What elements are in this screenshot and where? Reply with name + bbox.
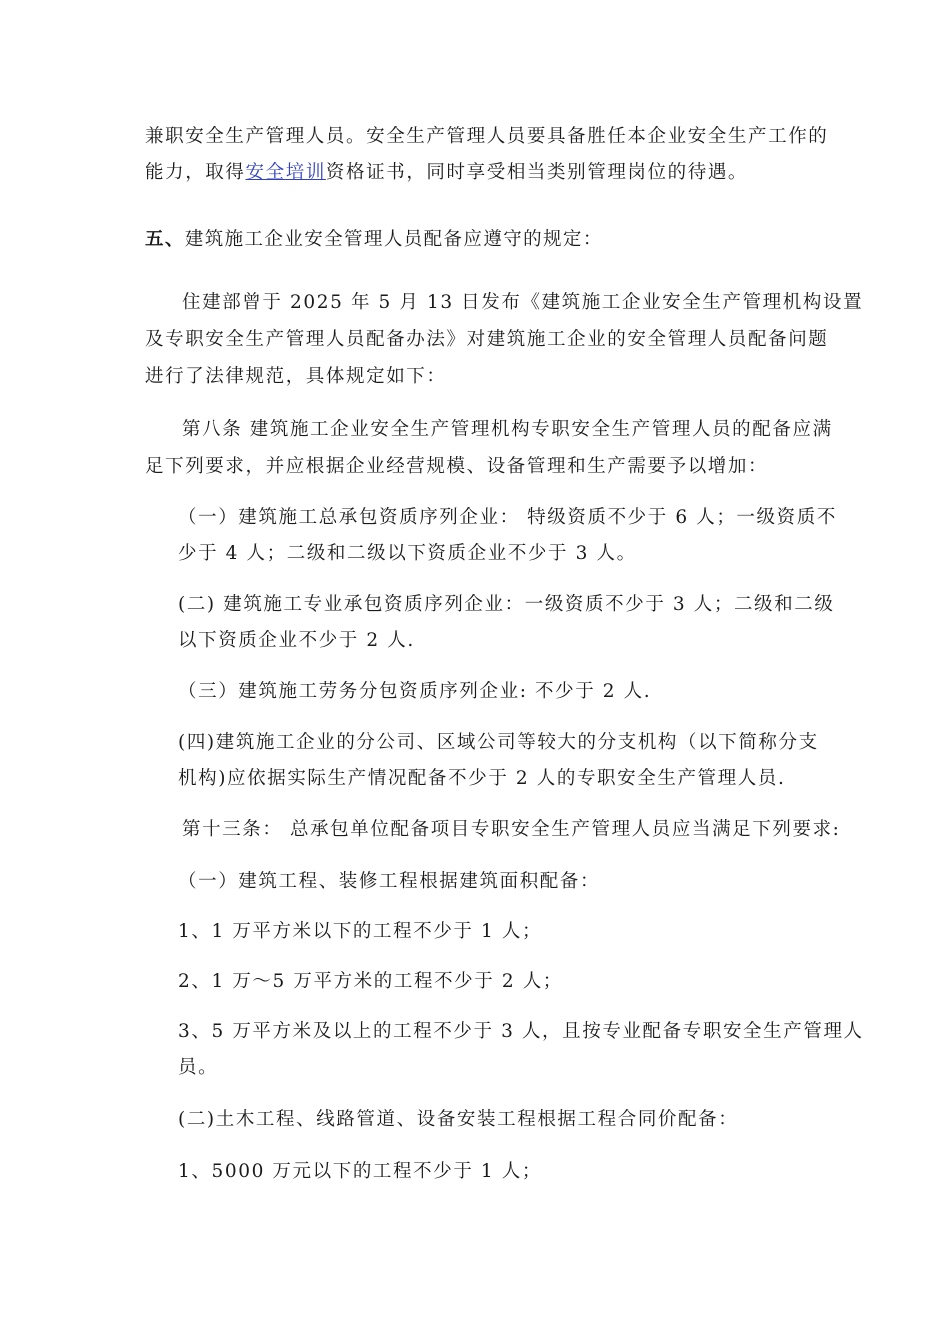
paragraph-1-line-2: 及专职安全生产管理人员配备办法》对建筑施工企业的安全管理人员配备问题 bbox=[145, 329, 829, 350]
article-13-item-1-sub-1: 1、1 万平方米以下的工程不少于 1 人； bbox=[178, 921, 543, 942]
intro-text-after-link: 资格证书，同时享受相当类别管理岗位的待遇。 bbox=[325, 162, 749, 183]
section-5-heading bbox=[145, 228, 603, 252]
intro-line-2 bbox=[145, 161, 748, 185]
article-8-item-4-line-2: 机构)应依据实际生产情况配备不少于 2 人的专职安全生产管理人员. bbox=[178, 768, 786, 789]
article-8-line-2: 足下列要求，并应根据企业经营规模、设备管理和生产需要予以增加： bbox=[145, 456, 769, 477]
article-8-item-1-line-1: （一）建筑施工总承包资质序列企业： 特级资质不少于 6 人；一级资质不 bbox=[178, 507, 837, 528]
section-5-number: 五、 bbox=[145, 229, 185, 250]
article-8-item-2-line-1: (二) 建筑施工专业承包资质序列企业：一级资质不少于 3 人；二级和二级 bbox=[178, 594, 835, 615]
intro-line-1: 兼职安全生产管理人员。安全生产管理人员要具备胜任本企业安全生产工作的 bbox=[145, 126, 829, 147]
article-8-item-1-line-2: 少于 4 人；二级和二级以下资质企业不少于 3 人。 bbox=[178, 543, 637, 564]
paragraph-1-line-3: 进行了法律规范，具体规定如下： bbox=[145, 366, 447, 387]
article-8-item-3: （三）建筑施工劳务分包资质序列企业: 不少于 2 人. bbox=[178, 681, 652, 702]
article-13-item-2-title: (二)土木工程、线路管道、设备安装工程根据工程合同价配备： bbox=[178, 1109, 739, 1130]
article-13-item-1-sub-3-line-1: 3、5 万平方米及以上的工程不少于 3 人，且按专业配备专职安全生产管理人 bbox=[178, 1021, 864, 1042]
article-13-heading: 第十三条： 总承包单位配备项目专职安全生产管理人员应当满足下列要求: bbox=[182, 819, 841, 840]
paragraph-1-line-1: 住建部曾于 2025 年 5 月 13 日发布《建筑施工企业安全生产管理机构设置 bbox=[182, 292, 864, 313]
section-5-title: 建筑施工企业安全管理人员配备应遵守的规定： bbox=[184, 229, 603, 250]
article-13-item-1-sub-3-line-2: 员。 bbox=[178, 1057, 219, 1078]
safety-training-link[interactable]: 安全培训 bbox=[245, 162, 326, 183]
article-8-item-4-line-1: (四)建筑施工企业的分公司、区域公司等较大的分支机构（以下简称分支 bbox=[178, 732, 819, 753]
article-8-item-2-line-2: 以下资质企业不少于 2 人. bbox=[178, 630, 415, 651]
article-13-item-1-sub-2: 2、1 万～5 万平方米的工程不少于 2 人； bbox=[178, 971, 563, 992]
article-13-item-2-sub-1: 1、5000 万元以下的工程不少于 1 人； bbox=[178, 1161, 542, 1182]
intro-text-before-link: 能力，取得 bbox=[145, 162, 246, 183]
article-13-item-1-title: （一）建筑工程、装修工程根据建筑面积配备： bbox=[178, 871, 601, 892]
article-8-line-1: 第八条 建筑施工企业安全生产管理机构专职安全生产管理人员的配备应满 bbox=[182, 419, 833, 440]
